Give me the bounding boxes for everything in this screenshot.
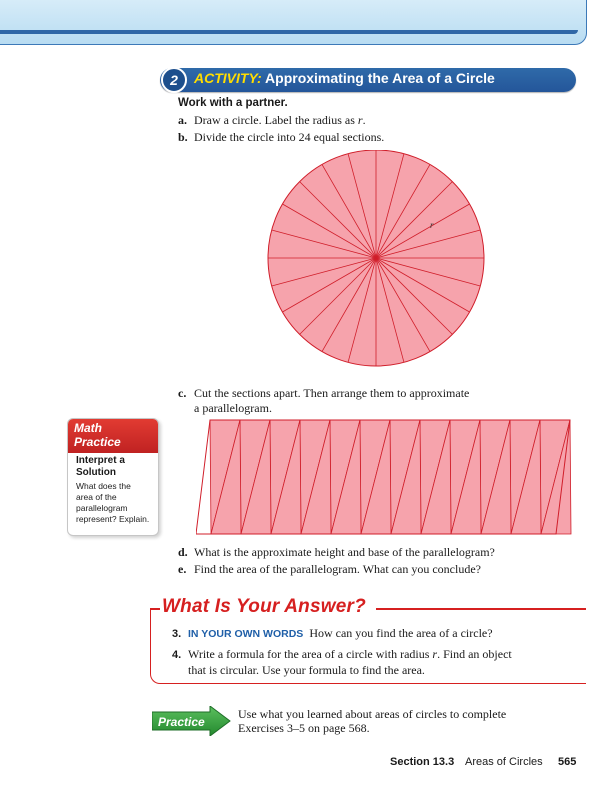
divided-circle-figure — [262, 150, 490, 378]
step-c — [178, 386, 469, 401]
what-is-your-answer-title: What Is Your Answer? — [162, 596, 366, 617]
footer-page-number: 565 — [558, 756, 577, 768]
question-4-line1-post: . Find an object — [437, 647, 512, 661]
in-your-own-words-label: IN YOUR OWN WORDS — [188, 628, 304, 640]
question-4-number: 4. — [172, 649, 182, 661]
question-4-line1-pre: Write a formula for the area of a circle with radius — [188, 647, 433, 661]
practice-instructions — [238, 707, 548, 735]
work-with-partner-heading: Work with a partner. — [178, 97, 288, 109]
activity-title-text: Approximating the Area of a Circle — [265, 70, 495, 86]
math-practice-subtitle-line1: Interpret a — [76, 455, 125, 466]
step-a-text: Draw a circle. Label the radius as — [194, 113, 358, 127]
activity-title — [194, 70, 495, 86]
math-practice-subtitle — [76, 455, 154, 479]
math-practice-title-line1: Math — [74, 421, 102, 435]
radius-label: r — [430, 220, 434, 230]
step-e — [178, 562, 481, 577]
footer-section-number: Section 13.3 — [390, 756, 455, 768]
step-a — [178, 113, 366, 128]
step-e-text: Find the area of the parallelogram. What can you conclude? — [194, 562, 481, 576]
step-d-text: What is the approximate height and base of the parallelogram? — [194, 545, 495, 559]
header-band — [0, 0, 587, 45]
practice-line2: Exercises 3–5 on page 568. — [238, 721, 370, 735]
question-4-line2: that is circular. Use your formula to find the area. — [188, 663, 425, 677]
math-practice-box — [67, 418, 159, 536]
question-4-radius-var: r — [432, 647, 438, 661]
math-practice-desc-line: parallelogram — [76, 503, 128, 513]
activity-number-badge: 2 — [161, 67, 187, 93]
math-practice-desc-line: represent? Explain. — [76, 514, 150, 524]
step-d — [178, 545, 495, 560]
circle-section-lines — [268, 150, 484, 366]
step-d-label: d. — [178, 545, 188, 559]
parallelogram-figure — [196, 416, 590, 540]
step-b-text: Divide the circle into 24 equal sections. — [194, 130, 385, 144]
practice-line1: Use what you learned about areas of circles to complete — [238, 707, 507, 721]
step-a-label: a. — [178, 113, 187, 127]
step-c-line2: a parallelogram. — [194, 401, 272, 415]
question-3-text: How can you find the area of a circle? — [309, 626, 493, 640]
math-practice-subtitle-line2: Solution — [76, 467, 116, 478]
step-a-end: . — [362, 113, 366, 127]
question-3-number: 3. — [172, 628, 182, 640]
frame-top-right-segment — [376, 608, 586, 610]
step-e-label: e. — [178, 562, 187, 576]
step-a-radius-var: r — [357, 113, 363, 127]
activity-keyword: ACTIVITY: — [194, 70, 262, 86]
math-practice-title — [74, 421, 154, 449]
footer-section-topic: Areas of Circles — [465, 756, 543, 768]
question-4 — [172, 647, 512, 663]
frame-top-left-segment — [150, 608, 160, 610]
question-3 — [172, 626, 493, 642]
step-c-label: c. — [178, 386, 187, 400]
practice-badge-label: Practice — [158, 715, 205, 729]
math-practice-desc-line: What does the — [76, 481, 131, 491]
math-practice-description — [76, 481, 156, 525]
practice-arrow-badge — [152, 706, 232, 736]
math-practice-desc-line: area of the — [76, 492, 117, 502]
header-band-stripe — [0, 30, 578, 34]
step-b — [178, 130, 384, 145]
math-practice-title-line2: Practice — [74, 435, 121, 449]
step-c-line1: Cut the sections apart. Then arrange them to approximate — [194, 386, 470, 400]
parallelogram-wedges — [196, 420, 571, 534]
step-b-label: b. — [178, 130, 188, 144]
